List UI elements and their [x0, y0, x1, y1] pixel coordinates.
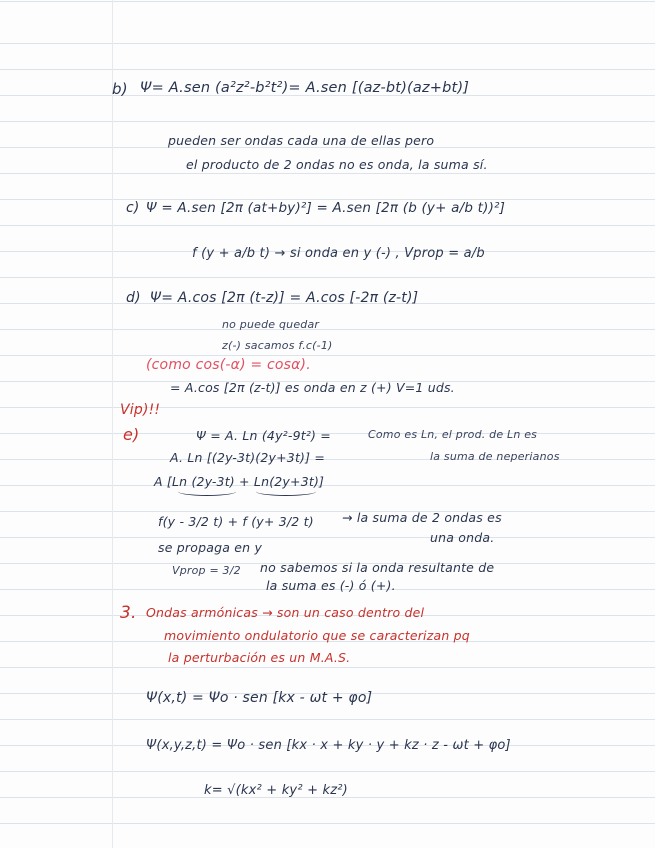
part-e-nosabemos: no sabemos si la onda resultante de: [260, 560, 495, 575]
part-e-side-2: la suma de neperianos: [430, 450, 560, 463]
part-e-equation-2: A. Ln [(2y-3t)(2y+3t)] =: [170, 450, 326, 465]
part-e-equation-3: A [Ln (2y-3t) + Ln(2y+3t)]: [154, 474, 325, 489]
part-d-equation: Ψ= A.cos [2π (t-z)] = A.cos [-2π (z-t)]: [150, 290, 419, 306]
part-c-line-2: f (y + a/b t) → si onda en y (-) , Vprop = a/b: [192, 246, 485, 261]
part-e-side-1: Como es Ln, el prod. de Ln es: [368, 428, 538, 441]
part-d-note-2: z(-) sacamos f.c(-1): [222, 339, 333, 352]
part-b-label: b): [112, 80, 128, 98]
part-d-label: d): [126, 290, 141, 306]
part-e-arrow: → la suma de 2 ondas es: [342, 510, 502, 525]
part-e-equation-1: Ψ = A. Ln (4y²-9t²) =: [196, 428, 331, 443]
underbrace-2: [256, 487, 316, 496]
part-c-equation: Ψ = A.sen [2π (at+by)²] = A.sen [2π (b (y+ a/b t))²]: [146, 200, 506, 216]
part-b-text-1: pueden ser ondas cada una de ellas pero: [168, 133, 435, 148]
part-d-como: (como cos(-α) = cosα).: [146, 357, 311, 373]
vip-note: Vip)!!: [120, 402, 161, 418]
part-b-text-2: el producto de 2 ondas no es onda, la suma sí.: [186, 157, 488, 172]
section-3-text-3: la perturbación es un M.A.S.: [168, 650, 351, 665]
equation-k: k= √(kx² + ky² + kz²): [204, 783, 348, 798]
part-e-arrow-2: una onda.: [430, 530, 495, 545]
part-c-label: c): [126, 200, 140, 216]
section-3-text-2: movimiento ondulatorio que se caracterizan pq: [164, 628, 470, 643]
equation-psi-xt: Ψ(x,t) = Ψo · sen [kx - ωt + φo]: [146, 690, 373, 706]
part-e-vprop: Vprop = 3/2: [172, 564, 241, 577]
part-e-suma: la suma es (-) ó (+).: [266, 578, 396, 593]
part-e-equation-4: f(y - 3/2 t) + f (y+ 3/2 t): [158, 514, 314, 529]
underbrace-1: [178, 487, 236, 496]
part-b-equation: Ψ= A.sen (a²z²-b²t²)= A.sen [(az-bt)(az+bt)]: [140, 80, 470, 96]
part-d-result: = A.cos [2π (z-t)] es onda en z (+) V=1 uds.: [170, 380, 455, 395]
margin-line: [112, 0, 113, 848]
section-3-text-1: Ondas armónicas → son un caso dentro del: [146, 605, 425, 620]
section-3-label: 3.: [120, 603, 137, 623]
part-d-note-1: no puede quedar: [222, 318, 320, 331]
equation-psi-xyzt: Ψ(x,y,z,t) = Ψo · sen [kx · x + ky · y + kz · z - ωt + φo]: [146, 738, 511, 753]
part-e-propaga: se propaga en y: [158, 540, 263, 555]
part-e-label: e): [123, 425, 140, 444]
